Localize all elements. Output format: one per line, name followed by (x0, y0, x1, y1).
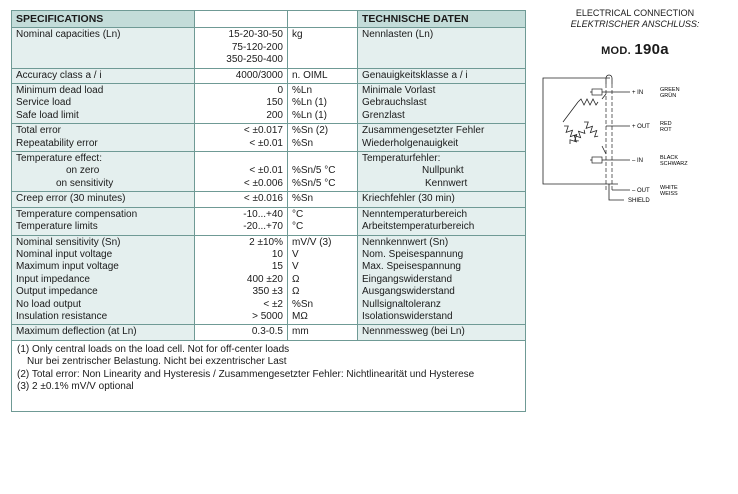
row-value (195, 124, 288, 152)
cell-line: on zero (66, 165, 100, 177)
table-row (12, 68, 526, 83)
cell-line: 350 ±3 (252, 286, 283, 298)
cell-line: °C (292, 221, 304, 233)
cell-line: Gebrauchslast (362, 97, 427, 109)
row-value (195, 207, 288, 235)
cell-line: kg (292, 29, 303, 41)
cell-line: < ±0.017 (243, 125, 283, 137)
cell-line: Nennkennwert (Sn) (362, 236, 449, 248)
cell-line (199, 153, 283, 165)
cell-line: Maximum input voltage (16, 261, 119, 273)
cell-line: on sensitivity (56, 177, 114, 189)
row-label-de (358, 192, 526, 207)
row-label (12, 68, 195, 83)
shield-label: SHIELD (628, 198, 650, 204)
table-row (12, 192, 526, 207)
cell-line: No load output (16, 298, 82, 310)
cell-line: < ±2 (263, 298, 283, 310)
cell-line: Temperature compensation (16, 208, 138, 220)
cell-line: Nominal input voltage (16, 248, 113, 260)
cell-line: Total error (16, 125, 62, 137)
terminal-plus-out-label: + OUT (632, 124, 650, 130)
cell-line: Zusammengesetzter Fehler (362, 125, 485, 137)
table-row (12, 152, 526, 192)
cell-line: > 5000 (252, 310, 283, 322)
cell-line: 200 (266, 109, 283, 121)
cell-line: Safe load limit (16, 109, 79, 121)
row-label (12, 152, 195, 192)
cell-line: Repeatability error (16, 137, 98, 149)
cell-line: Eingangswiderstand (362, 273, 453, 285)
cell-line: %Ln (1) (292, 97, 328, 109)
cell-line: Wiederholgenauigkeit (362, 137, 459, 149)
table-row (12, 235, 526, 325)
cell-line: Arbeitstemperaturbereich (362, 221, 475, 233)
cell-line: Kennwert (425, 177, 468, 189)
wire-color-white: WHITE (660, 185, 678, 191)
row-label-de (358, 152, 526, 192)
row-label (12, 28, 195, 68)
cell-line: Minimale Vorlast (362, 85, 436, 97)
cell-line: Ω (292, 273, 300, 285)
cell-line: %Sn (2) (292, 125, 329, 137)
cell-line: Kriechfehler (30 min) (362, 193, 455, 205)
table-header-row (12, 11, 526, 28)
cell-line: Temperaturfehler: (362, 153, 441, 165)
model-label (540, 41, 730, 58)
row-label (12, 207, 195, 235)
electrical-connection-title: ELECTRICAL CONNECTION (575, 8, 695, 18)
wire-color-green: GREEN (660, 87, 680, 93)
value-header-blank (195, 11, 288, 28)
row-label-de (358, 325, 526, 340)
cell-line: Ω (292, 286, 300, 298)
row-unit (288, 192, 358, 207)
notes-row (12, 340, 526, 412)
cell-line: < ±0.016 (243, 193, 283, 205)
wiring-frame (543, 78, 618, 184)
cell-line: %Sn/5 °C (292, 177, 336, 189)
table-row (12, 84, 526, 124)
terminal-minus-in-label: – IN (632, 158, 644, 164)
unit-header-blank (288, 11, 358, 28)
cell-line: V (292, 248, 299, 260)
row-label-de (358, 207, 526, 235)
footnotes (12, 340, 526, 412)
cell-line: 2 ±10% (249, 236, 283, 248)
row-unit (288, 28, 358, 68)
row-unit (288, 68, 358, 83)
row-value (195, 28, 288, 68)
cell-line: Temperature limits (16, 221, 98, 233)
row-label-de (358, 68, 526, 83)
cell-line: Grenzlast (362, 109, 405, 121)
table-row (12, 325, 526, 340)
row-unit (288, 325, 358, 340)
row-unit (288, 152, 358, 192)
cell-line: 75-120-200 (231, 41, 283, 53)
cell-line: 150 (266, 97, 283, 109)
cell-line: Nom. Speisespannung (362, 248, 464, 260)
row-unit (288, 84, 358, 124)
cell-line: V (292, 261, 299, 273)
wiring-diagram (540, 64, 730, 214)
row-unit (288, 235, 358, 325)
cell-line: Insulation resistance (16, 310, 108, 322)
resistor-plus-in (592, 89, 602, 95)
cell-line: Nominal capacities (Ln) (16, 29, 121, 41)
wire-color-red: RED (660, 121, 672, 127)
cell-line: %Ln (1) (292, 109, 328, 121)
cell-line: Nenntemperaturbereich (362, 208, 468, 220)
cell-line: %Sn (292, 193, 314, 205)
row-label (12, 325, 195, 340)
cell-line: Isolationswiderstand (362, 310, 453, 322)
row-value (195, 192, 288, 207)
row-value (195, 325, 288, 340)
cell-line: Max. Speisespannung (362, 261, 461, 273)
cell-line: 10 (271, 248, 283, 260)
table-row (12, 28, 526, 68)
cell-line: %Sn/5 °C (292, 165, 336, 177)
cell-line: < ±0.01 (249, 137, 283, 149)
electrical-connection-subtitle: ELEKTRISCHER ANSCHLUSS: (570, 18, 700, 29)
cell-line: %Ln (292, 85, 313, 97)
cell-line: MΩ (292, 310, 308, 322)
cell-line: mV/V (3) (292, 236, 332, 248)
row-label-de (358, 84, 526, 124)
technische-daten-header: TECHNISCHE DATEN (358, 11, 526, 28)
footnote-line: Nur bei zentrischer Belastung. Nicht bei exzentrischer Last (27, 356, 287, 368)
cell-line: Input impedance (16, 273, 90, 285)
terminal-minus-out-label: – OUT (632, 188, 650, 194)
wire-color-schwarz: SCHWARZ (660, 161, 688, 167)
wire-color-gruen: GRÜN (660, 93, 677, 99)
cell-line: Maximum deflection (at Ln) (16, 326, 137, 338)
cell-line: Service load (16, 97, 72, 109)
cell-line: Creep error (30 minutes) (16, 193, 126, 205)
footnote-line: (2) Total error: Non Linearity and Hysteresis / Zusammengesetzter Fehler: Nichtlinearität und Hysterese (17, 368, 475, 380)
cell-line: 400 ±20 (246, 273, 283, 285)
cell-line: Nominal sensitivity (Sn) (16, 236, 121, 248)
cell-line: Nullpunkt (422, 165, 464, 177)
cell-line: Nennlasten (Ln) (362, 29, 434, 41)
cell-line: -10...+40 (243, 208, 283, 220)
wire-color-weiss: WEISS (660, 191, 678, 197)
specifications-table (11, 10, 526, 412)
cable-entry (606, 75, 612, 84)
row-label-de (358, 124, 526, 152)
cell-line: < ±0.006 (243, 177, 283, 189)
specifications-header: SPECIFICATIONS (12, 11, 195, 28)
wire-color-black: BLACK (660, 155, 679, 161)
row-value (195, 152, 288, 192)
cell-line: mm (292, 326, 309, 338)
cell-line: 4000/3000 (235, 69, 283, 81)
table-row (12, 207, 526, 235)
cell-line: 0.3-0.5 (251, 326, 283, 338)
shield-lead (609, 184, 624, 200)
cell-line: Nullsignaltoleranz (362, 298, 441, 310)
row-value (195, 68, 288, 83)
wheatstone-bridge (562, 94, 606, 154)
cell-line: Ausgangswiderstand (362, 286, 455, 298)
cell-line: 0 (277, 85, 283, 97)
cell-line: n. OIML (292, 69, 328, 81)
cell-line: Genauigkeitsklasse a / i (362, 69, 468, 81)
model-prefix: MOD. (601, 45, 631, 57)
cell-line: %Sn (292, 298, 314, 310)
row-label-de (358, 28, 526, 68)
wire-color-rot: ROT (660, 127, 672, 133)
cell-line: 350-250-400 (226, 54, 283, 66)
row-value (195, 235, 288, 325)
cell-line: 15 (271, 261, 283, 273)
model-number: 190a (634, 41, 669, 58)
table-row (12, 124, 526, 152)
specifications-body (12, 11, 526, 412)
footnote-line: (3) 2 ±0.1% mV/V optional (17, 380, 134, 392)
cell-line: Output impedance (16, 286, 98, 298)
footnote-line: (1) Only central loads on the load cell. Not for off-center loads (17, 343, 290, 355)
cell-line: < ±0.01 (249, 165, 283, 177)
row-label (12, 192, 195, 207)
resistor-minus-in (592, 157, 602, 163)
cell-line: -20...+70 (243, 221, 283, 233)
cell-line: °C (292, 208, 304, 220)
cell-line: Minimum dead load (16, 85, 104, 97)
cell-line: %Sn (292, 137, 314, 149)
row-unit (288, 207, 358, 235)
cell-line: Nennmessweg (bei Ln) (362, 326, 465, 338)
row-label (12, 84, 195, 124)
row-unit (288, 124, 358, 152)
cell-line: Temperature effect: (16, 153, 102, 165)
terminal-plus-in-label: + IN (632, 90, 644, 96)
cell-line (292, 153, 353, 165)
cell-line: Accuracy class a / i (16, 69, 102, 81)
row-label (12, 124, 195, 152)
row-value (195, 84, 288, 124)
electrical-connection-panel (540, 8, 730, 204)
row-label (12, 235, 195, 325)
row-label-de (358, 235, 526, 325)
cell-line: 15-20-30-50 (228, 29, 283, 41)
